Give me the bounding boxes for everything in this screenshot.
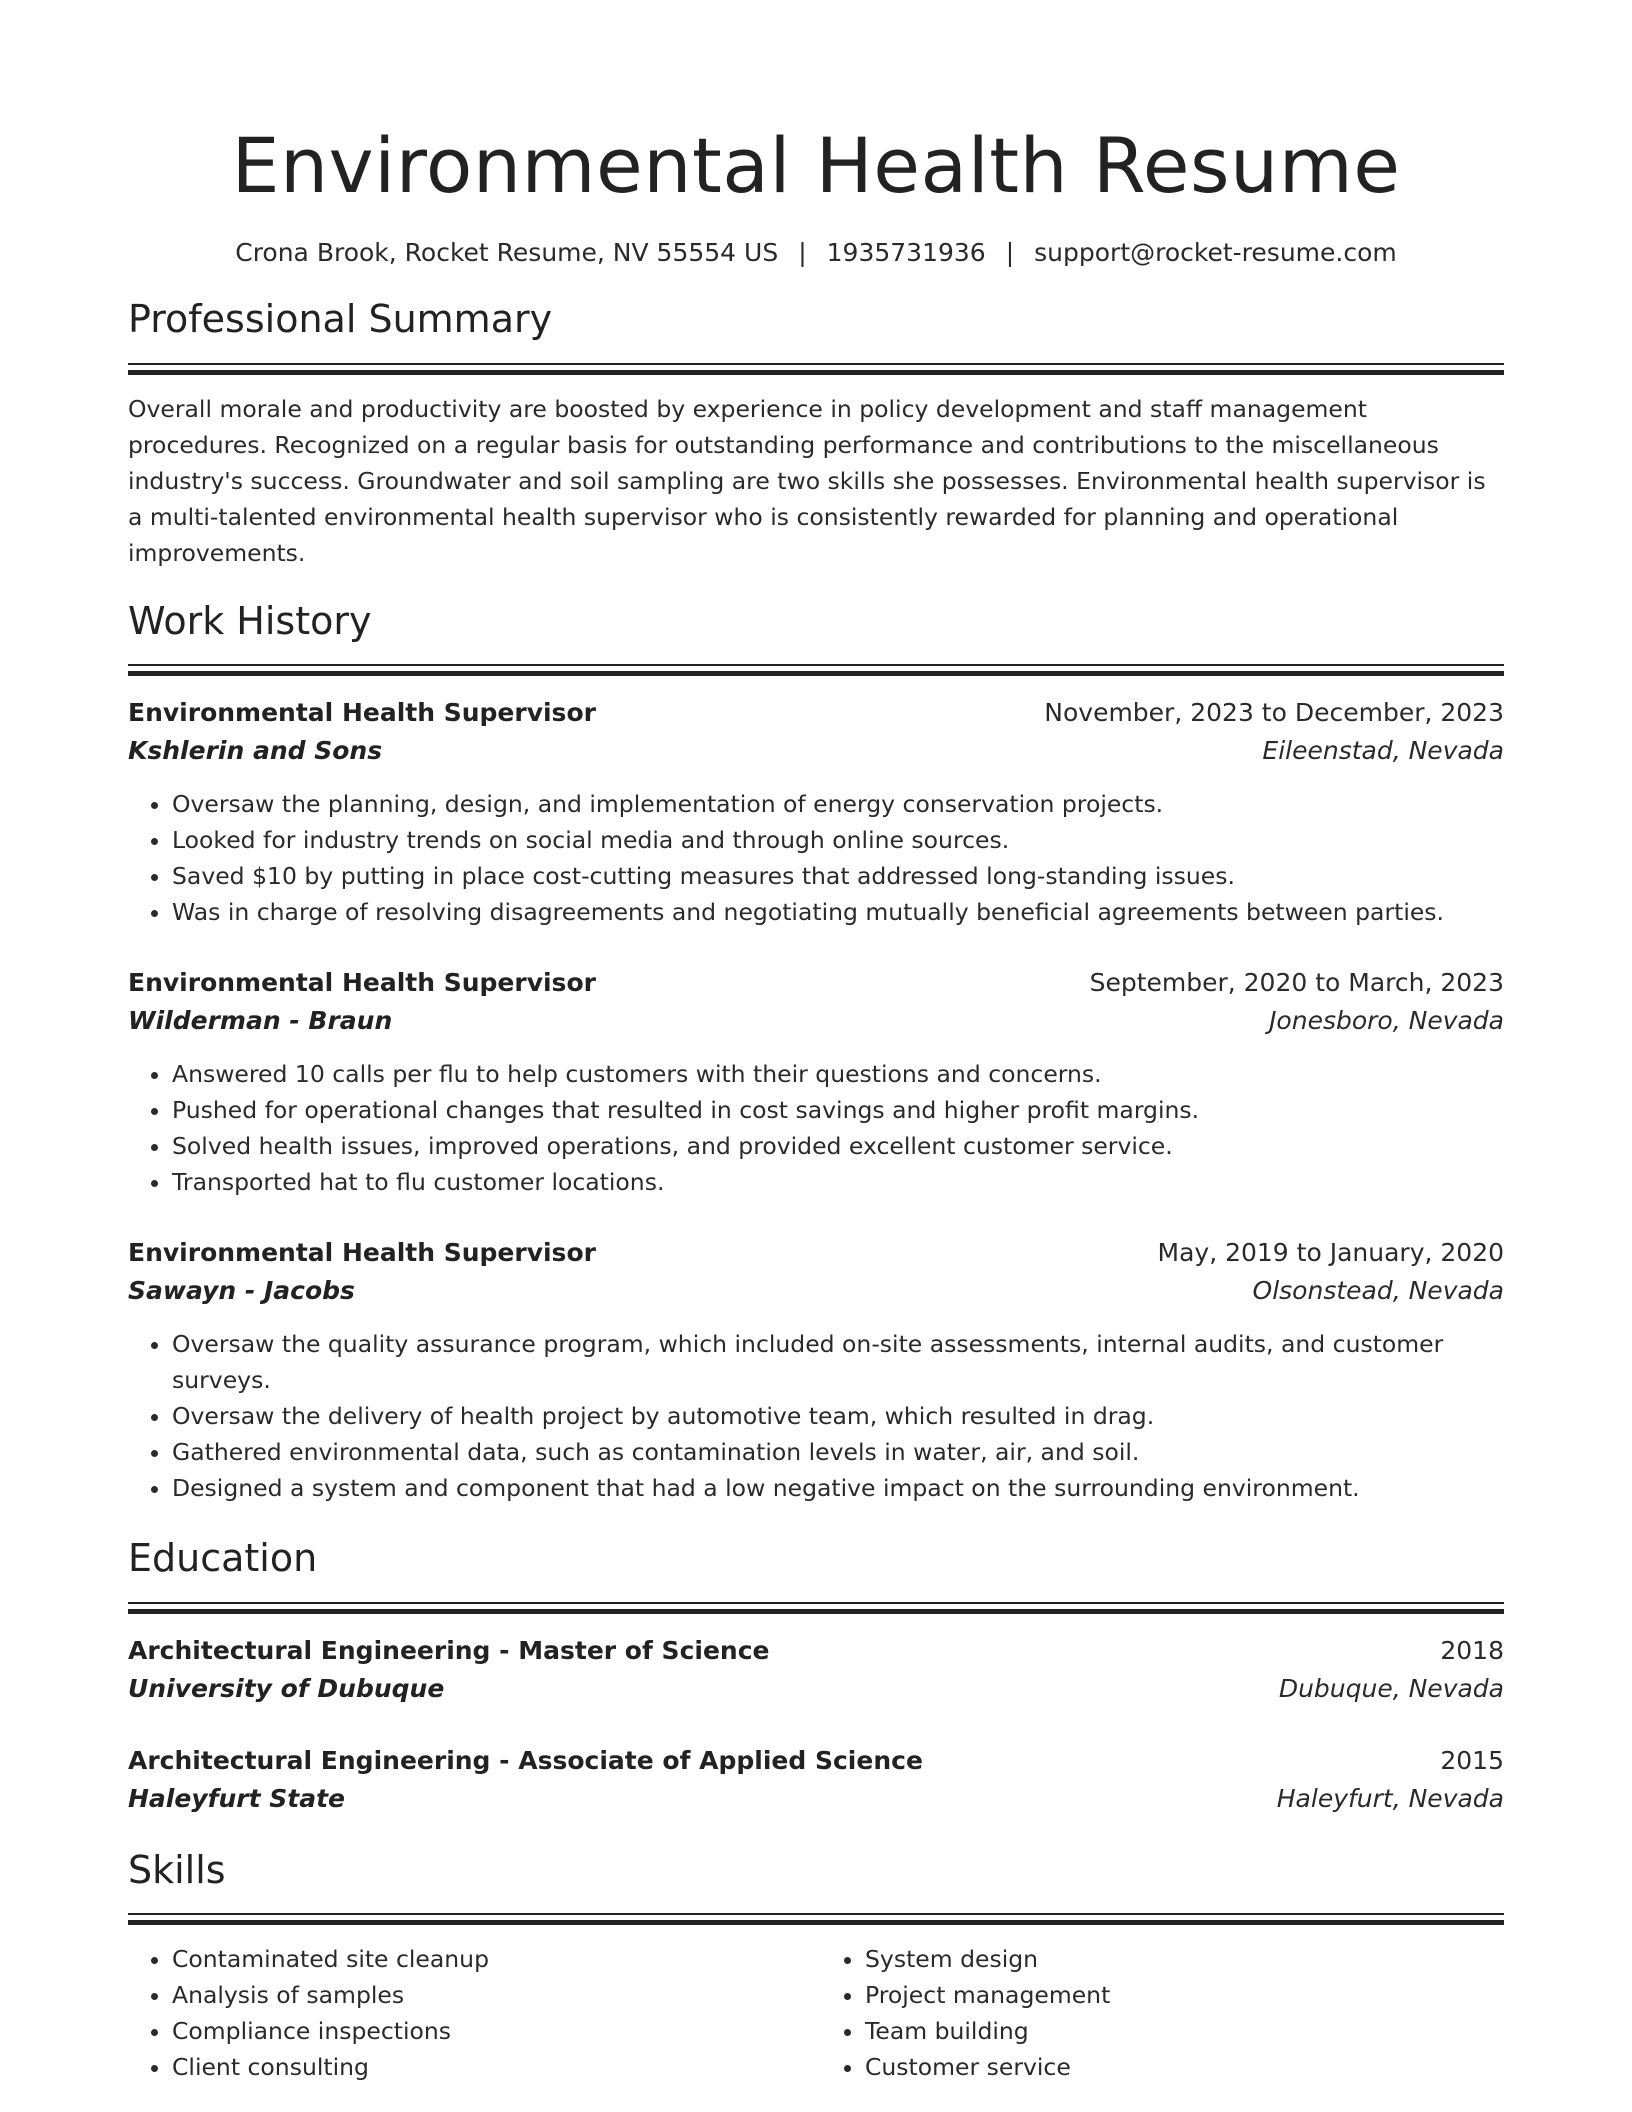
education-section [128, 1536, 1504, 1818]
address: Crona Brook, Rocket Resume, NV 55554 US [235, 238, 779, 267]
job-bullets [128, 1056, 1504, 1200]
school-name: Haleyfurt State [128, 1783, 346, 1813]
job-title: Environmental Health Supervisor [128, 698, 596, 728]
company-name: Kshlerin and Sons [128, 736, 383, 766]
graduation-year: 2015 [1440, 1745, 1504, 1775]
job-dates: September, 2020 to March, 2023 [1089, 968, 1504, 998]
summary-section [128, 297, 1504, 571]
education-entry [128, 1742, 1504, 1818]
bullet-item: • Oversaw the quality assurance program, which included on-site assessments, internal audits, and customer surveys. [172, 1326, 1504, 1398]
section-divider [128, 664, 1504, 676]
summary-text: Overall morale and productivity are boosted by experience in policy development and staff management procedures. Recognized on a regular basis for outstanding performance and contributions to the miscellaneous industry's success. Groundwater and soil sampling are two skills she possesses. Environmental health supervisor is a multi-talented environmental health supervisor who is consistently rewarded for planning and operational improvements. [128, 394, 1486, 567]
company-name: Wilderman - Braun [128, 1006, 393, 1036]
section-title: Professional Summary [128, 297, 553, 341]
skill-item: • Contaminated site cleanup [172, 1941, 816, 1977]
job-location: Jonesboro, Nevada [1269, 1006, 1504, 1036]
separator: | [798, 238, 807, 267]
job-location: Olsonstead, Nevada [1252, 1276, 1504, 1306]
job-dates: November, 2023 to December, 2023 [1044, 698, 1504, 728]
skill-item: • Customer service [865, 2049, 1504, 2085]
school-location: Dubuque, Nevada [1278, 1673, 1504, 1703]
bullet-item: • Solved health issues, improved operations, and provided excellent customer service. [172, 1128, 1504, 1164]
school-name: University of Dubuque [128, 1673, 445, 1703]
job-bullets [128, 786, 1504, 930]
skills-column-right [816, 1941, 1504, 2085]
skills-list [128, 1941, 1504, 2085]
job-entry [128, 694, 1504, 930]
job-entry [128, 1234, 1504, 1506]
bullet-item: • Saved $10 by putting in place cost-cutting measures that addressed long-standing issues. [172, 858, 1504, 894]
section-title: Education [128, 1536, 318, 1581]
skill-item: • Project management [865, 1977, 1504, 2013]
job-title: Environmental Health Supervisor [128, 968, 596, 998]
skills-column-left [128, 1941, 816, 2085]
section-divider [128, 1913, 1504, 1925]
bullet-item: • Gathered environmental data, such as contamination levels in water, air, and soil. [172, 1434, 1504, 1470]
section-title: Skills [128, 1847, 226, 1892]
degree: Architectural Engineering - Master of Science [128, 1635, 770, 1665]
company-name: Sawayn - Jacobs [128, 1276, 355, 1306]
contact-line [128, 238, 1504, 267]
skill-item: • Team building [865, 2013, 1504, 2049]
skill-item: • Analysis of samples [172, 1977, 816, 2013]
job-title: Environmental Health Supervisor [128, 1238, 596, 1268]
bullet-item: • Oversaw the delivery of health project by automotive team, which resulted in drag. [172, 1398, 1504, 1434]
job-bullets [128, 1326, 1504, 1506]
section-title: Work History [128, 598, 372, 643]
degree: Architectural Engineering - Associate of Applied Science [128, 1745, 923, 1775]
bullet-item: • Designed a system and component that had a low negative impact on the surrounding environment. [172, 1470, 1504, 1506]
separator: | [1005, 238, 1015, 267]
bullet-item: • Transported hat to flu customer locations. [172, 1164, 1504, 1200]
resume-title: Environmental Health Resume [231, 121, 1401, 210]
bullet-item: • Looked for industry trends on social media and through online sources. [172, 822, 1504, 858]
skill-item: • System design [865, 1941, 1504, 1977]
education-entry [128, 1632, 1504, 1708]
skill-item: • Client consulting [172, 2049, 816, 2085]
bullet-item: • Oversaw the planning, design, and implementation of energy conservation projects. [172, 786, 1504, 822]
bullet-item: • Was in charge of resolving disagreements and negotiating mutually beneficial agreements between parties. [172, 894, 1504, 930]
bullet-item: • Answered 10 calls per flu to help customers with their questions and concerns. [172, 1056, 1504, 1092]
skill-item: • Compliance inspections [172, 2013, 816, 2049]
work-history-section [128, 599, 1504, 1507]
job-dates: May, 2019 to January, 2020 [1157, 1238, 1504, 1268]
bullet-item: • Pushed for operational changes that resulted in cost savings and higher profit margins. [172, 1092, 1504, 1128]
job-location: Eileenstad, Nevada [1262, 736, 1504, 766]
school-location: Haleyfurt, Nevada [1276, 1783, 1504, 1813]
job-entry [128, 964, 1504, 1200]
graduation-year: 2018 [1440, 1635, 1504, 1665]
skills-section [128, 1848, 1504, 2086]
phone: 1935731936 [826, 238, 986, 267]
section-divider [128, 363, 1504, 375]
email: support@rocket-resume.com [1034, 238, 1397, 267]
section-divider [128, 1602, 1504, 1614]
